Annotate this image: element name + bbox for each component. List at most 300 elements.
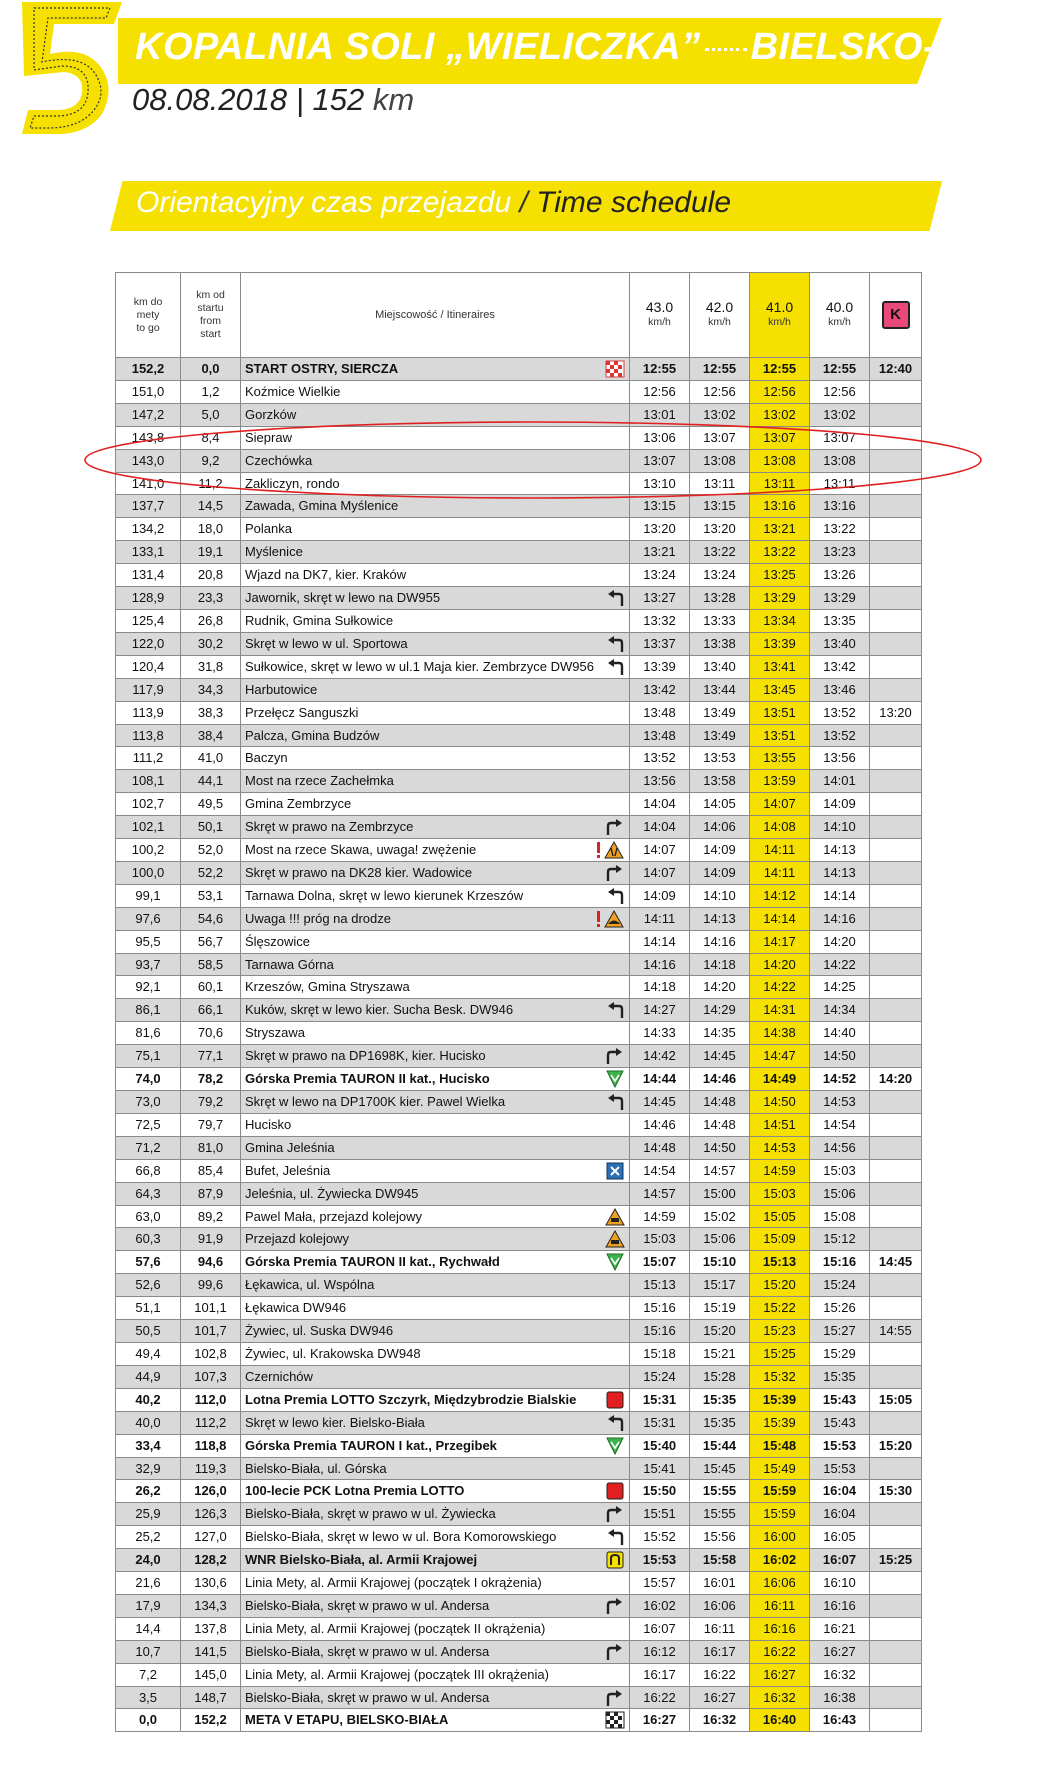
place-name: Bufet, Jeleśnia	[245, 1162, 331, 1178]
time-40-cell: 14:01	[810, 770, 870, 793]
table-row	[116, 1365, 922, 1388]
time-43-cell: 14:42	[630, 1045, 690, 1068]
time-42-cell: 13:02	[690, 403, 750, 426]
table-row	[116, 1503, 922, 1526]
km-from-start-cell: 99,6	[181, 1274, 241, 1297]
place-cell	[241, 1457, 630, 1480]
km-to-go-cell: 117,9	[116, 678, 181, 701]
km-from-start-cell: 78,2	[181, 1068, 241, 1091]
time-42-cell: 14:16	[690, 930, 750, 953]
time-43-cell: 12:56	[630, 380, 690, 403]
place-name: Bielsko-Biała, skręt w prawo w ul. Żywiecka	[245, 1506, 496, 1522]
time-41-cell: 15:05	[750, 1205, 810, 1228]
turn-right-icon	[605, 1597, 625, 1615]
km-to-go-cell: 32,9	[116, 1457, 181, 1480]
table-row	[116, 541, 922, 564]
time-41-cell: 14:49	[750, 1068, 810, 1091]
km-to-go-cell: 0,0	[116, 1709, 181, 1732]
place-cell	[241, 1388, 630, 1411]
place-cell	[241, 1182, 630, 1205]
table-row	[116, 884, 922, 907]
time-40-cell: 14:22	[810, 953, 870, 976]
place-cell	[241, 999, 630, 1022]
caravan-time-cell	[870, 930, 922, 953]
table-row	[116, 930, 922, 953]
caravan-time-cell: 14:20	[870, 1068, 922, 1091]
time-41-cell: 14:38	[750, 1022, 810, 1045]
time-42-cell: 13:33	[690, 609, 750, 632]
km-from-start-cell: 79,7	[181, 1113, 241, 1136]
km-to-go-cell: 137,7	[116, 495, 181, 518]
km-from-start-cell: 89,2	[181, 1205, 241, 1228]
km-to-go-cell: 17,9	[116, 1594, 181, 1617]
speed-unit: km/h	[708, 316, 731, 328]
mountain-prize-icon	[605, 1437, 625, 1455]
caravan-time-cell	[870, 1113, 922, 1136]
place-name: Koźmice Wielkie	[245, 383, 341, 399]
time-40-cell: 15:53	[810, 1434, 870, 1457]
caravan-time-cell	[870, 816, 922, 839]
table-row	[116, 1045, 922, 1068]
stage-date: 08.08.2018	[132, 82, 288, 117]
km-from-start-cell: 126,3	[181, 1503, 241, 1526]
km-to-go-cell: 108,1	[116, 770, 181, 793]
time-42-cell: 14:46	[690, 1068, 750, 1091]
time-42-cell: 14:48	[690, 1113, 750, 1136]
place-cell	[241, 1022, 630, 1045]
km-to-go-cell: 57,6	[116, 1251, 181, 1274]
finish-flag-icon	[605, 1711, 625, 1729]
stage-distance-unit: km	[372, 82, 415, 117]
time-43-cell: 15:57	[630, 1572, 690, 1595]
turn-right-icon	[605, 1689, 625, 1707]
km-from-start-cell: 8,4	[181, 426, 241, 449]
time-42-cell: 14:09	[690, 839, 750, 862]
place-name: Pawel Mała, przejazd kolejowy	[245, 1208, 423, 1224]
place-cell	[241, 587, 630, 610]
table-row	[116, 1526, 922, 1549]
table-row	[116, 358, 922, 381]
caravan-time-cell	[870, 999, 922, 1022]
time-41-cell: 14:07	[750, 793, 810, 816]
time-40-cell: 13:56	[810, 747, 870, 770]
km-to-go-cell: 113,8	[116, 724, 181, 747]
place-cell	[241, 1091, 630, 1114]
place-cell	[241, 1113, 630, 1136]
caravan-time-cell	[870, 1709, 922, 1732]
table-row	[116, 1663, 922, 1686]
header-km-to-go-line: to go	[136, 321, 160, 334]
caravan-time-cell	[870, 793, 922, 816]
time-40-cell: 15:16	[810, 1251, 870, 1274]
caravan-time-cell: 14:45	[870, 1251, 922, 1274]
place-cell	[241, 609, 630, 632]
time-40-cell: 14:25	[810, 976, 870, 999]
caravan-time-cell	[870, 380, 922, 403]
place-name: Czechówka	[245, 452, 313, 468]
schedule-title	[136, 186, 731, 220]
time-43-cell: 13:21	[630, 541, 690, 564]
km-to-go-cell: 49,4	[116, 1342, 181, 1365]
table-row	[116, 701, 922, 724]
km-to-go-cell: 74,0	[116, 1068, 181, 1091]
place-name: Uwaga !!! próg na drodze	[245, 910, 391, 926]
km-to-go-cell: 92,1	[116, 976, 181, 999]
time-41-cell: 15:25	[750, 1342, 810, 1365]
time-43-cell: 14:27	[630, 999, 690, 1022]
place-name: Bielsko-Biała, skręt w prawo w ul. Andersa	[245, 1597, 490, 1613]
table-row	[116, 1342, 922, 1365]
time-41-cell: 13:34	[750, 609, 810, 632]
time-40-cell: 15:08	[810, 1205, 870, 1228]
header-caravan	[870, 273, 922, 358]
time-42-cell: 15:10	[690, 1251, 750, 1274]
time-41-cell: 12:56	[750, 380, 810, 403]
place-cell	[241, 1205, 630, 1228]
time-40-cell: 15:26	[810, 1297, 870, 1320]
red-annotation-ellipse	[80, 418, 986, 502]
time-42-cell: 15:58	[690, 1549, 750, 1572]
km-from-start-cell: 134,3	[181, 1594, 241, 1617]
header-km-to-go-line: km do	[133, 295, 163, 308]
time-42-cell: 12:56	[690, 380, 750, 403]
time-43-cell: 13:37	[630, 632, 690, 655]
km-from-start-cell: 66,1	[181, 999, 241, 1022]
place-cell	[241, 1549, 630, 1572]
km-to-go-cell: 40,0	[116, 1411, 181, 1434]
place-name: Siepraw	[245, 429, 292, 445]
km-to-go-cell: 122,0	[116, 632, 181, 655]
time-43-cell: 13:42	[630, 678, 690, 701]
table-row	[116, 1457, 922, 1480]
km-to-go-cell: 25,9	[116, 1503, 181, 1526]
place-cell	[241, 380, 630, 403]
km-from-start-cell: 118,8	[181, 1434, 241, 1457]
table-row	[116, 976, 922, 999]
time-41-cell: 16:22	[750, 1640, 810, 1663]
table-row	[116, 1320, 922, 1343]
place-name: Sułkowice, skręt w lewo w ul.1 Maja kier. Zembrzyce DW956	[245, 658, 594, 674]
time-42-cell: 14:45	[690, 1045, 750, 1068]
time-42-cell: 15:21	[690, 1342, 750, 1365]
time-43-cell: 13:15	[630, 495, 690, 518]
time-40-cell: 13:52	[810, 701, 870, 724]
time-43-cell: 14:09	[630, 884, 690, 907]
place-name: Palcza, Gmina Budzów	[245, 727, 380, 743]
time-43-cell: 14:45	[630, 1091, 690, 1114]
km-to-go-cell: 147,2	[116, 403, 181, 426]
km-to-go-cell: 102,7	[116, 793, 181, 816]
caravan-time-cell	[870, 1091, 922, 1114]
place-name: Bielsko-Biała, skręt w prawo w ul. Andersa	[245, 1689, 490, 1705]
km-to-go-cell: 99,1	[116, 884, 181, 907]
km-from-start-cell: 107,3	[181, 1365, 241, 1388]
place-cell	[241, 724, 630, 747]
table-row	[116, 793, 922, 816]
km-to-go-cell: 25,2	[116, 1526, 181, 1549]
caravan-time-cell	[870, 1182, 922, 1205]
time-43-cell: 13:07	[630, 449, 690, 472]
time-42-cell: 15:06	[690, 1228, 750, 1251]
time-43-cell: 16:12	[630, 1640, 690, 1663]
caravan-time-cell	[870, 861, 922, 884]
speed-value: 43.0	[645, 299, 674, 315]
turn-left-icon	[605, 887, 625, 905]
km-from-start-cell: 101,7	[181, 1320, 241, 1343]
speed-unit: km/h	[648, 316, 671, 328]
table-row	[116, 518, 922, 541]
km-from-start-cell: 56,7	[181, 930, 241, 953]
time-40-cell: 16:21	[810, 1617, 870, 1640]
time-40-cell: 16:38	[810, 1686, 870, 1709]
km-to-go-cell: 7,2	[116, 1663, 181, 1686]
place-cell	[241, 1136, 630, 1159]
km-from-start-cell: 137,8	[181, 1617, 241, 1640]
time-43-cell: 14:04	[630, 816, 690, 839]
table-row	[116, 1182, 922, 1205]
time-42-cell: 14:13	[690, 907, 750, 930]
time-41-cell: 14:17	[750, 930, 810, 953]
stage-title-start: KOPALNIA SOLI „WIELICZKA”	[135, 26, 701, 68]
place-name: META V ETAPU, BIELSKO-BIAŁA	[245, 1712, 449, 1728]
table-row	[116, 1617, 922, 1640]
subtitle-separator: |	[295, 82, 304, 117]
warning-bump-icon	[595, 910, 625, 928]
stage-title	[135, 26, 1055, 69]
time-40-cell: 13:52	[810, 724, 870, 747]
place-cell	[241, 1274, 630, 1297]
table-row	[116, 861, 922, 884]
time-42-cell: 12:55	[690, 358, 750, 381]
km-from-start-cell: 5,0	[181, 403, 241, 426]
place-name: Zawada, Gmina Myślenice	[245, 498, 399, 514]
time-43-cell: 15:40	[630, 1434, 690, 1457]
time-41-cell: 15:23	[750, 1320, 810, 1343]
place-cell	[241, 816, 630, 839]
time-41-cell: 15:48	[750, 1434, 810, 1457]
time-41-cell: 16:06	[750, 1572, 810, 1595]
table-row	[116, 1159, 922, 1182]
table-row	[116, 1434, 922, 1457]
time-41-cell: 13:59	[750, 770, 810, 793]
time-41-cell: 14:51	[750, 1113, 810, 1136]
feed-zone-icon	[605, 1162, 625, 1180]
time-41-cell: 14:50	[750, 1091, 810, 1114]
table-row	[116, 747, 922, 770]
place-cell	[241, 770, 630, 793]
km-from-start-cell: 41,0	[181, 747, 241, 770]
place-name: Żywiec, ul. Suska DW946	[245, 1323, 394, 1339]
place-cell	[241, 1342, 630, 1365]
place-name: Kuków, skręt w lewo kier. Sucha Besk. DW946	[245, 1002, 514, 1018]
km-from-start-cell: 52,2	[181, 861, 241, 884]
km-to-go-cell: 3,5	[116, 1686, 181, 1709]
km-from-start-cell: 23,3	[181, 587, 241, 610]
caravan-time-cell	[870, 564, 922, 587]
table-row	[116, 1388, 922, 1411]
caravan-time-cell	[870, 839, 922, 862]
time-43-cell: 15:31	[630, 1411, 690, 1434]
km-from-start-cell: 30,2	[181, 632, 241, 655]
time-43-cell: 14:57	[630, 1182, 690, 1205]
place-cell	[241, 1251, 630, 1274]
km-to-go-cell: 66,8	[116, 1159, 181, 1182]
caravan-time-cell	[870, 953, 922, 976]
place-name: Wjazd na DK7, kier. Kraków	[245, 567, 407, 583]
place-name: Most na rzece Skawa, uwaga! zwężenie	[245, 842, 477, 858]
time-42-cell: 13:08	[690, 449, 750, 472]
time-43-cell: 13:56	[630, 770, 690, 793]
table-row	[116, 1709, 922, 1732]
time-40-cell: 14:56	[810, 1136, 870, 1159]
caravan-time-cell	[870, 1663, 922, 1686]
km-from-start-cell: 94,6	[181, 1251, 241, 1274]
place-name: Górska Premia TAURON II kat., Rychwałd	[245, 1254, 500, 1270]
caravan-time-cell	[870, 1411, 922, 1434]
caravan-time-cell	[870, 770, 922, 793]
time-41-cell: 13:02	[750, 403, 810, 426]
time-40-cell: 15:03	[810, 1159, 870, 1182]
caravan-time-cell	[870, 632, 922, 655]
time-43-cell: 15:13	[630, 1274, 690, 1297]
time-41-cell: 16:40	[750, 1709, 810, 1732]
time-40-cell: 13:23	[810, 541, 870, 564]
place-cell	[241, 1640, 630, 1663]
caravan-time-cell	[870, 1457, 922, 1480]
place-name: WNR Bielsko-Biała, al. Armii Krajowej	[245, 1552, 478, 1568]
time-40-cell: 15:43	[810, 1411, 870, 1434]
time-40-cell: 14:34	[810, 999, 870, 1022]
turn-left-icon	[605, 589, 625, 607]
km-from-start-cell: 18,0	[181, 518, 241, 541]
place-cell	[241, 1411, 630, 1434]
caravan-time-cell	[870, 518, 922, 541]
time-42-cell: 13:49	[690, 724, 750, 747]
place-name: Gmina Jeleśnia	[245, 1139, 335, 1155]
time-43-cell: 15:31	[630, 1388, 690, 1411]
place-name: Myślenice	[245, 544, 303, 560]
time-43-cell: 13:20	[630, 518, 690, 541]
km-to-go-cell: 71,2	[116, 1136, 181, 1159]
place-cell	[241, 907, 630, 930]
time-40-cell: 13:35	[810, 609, 870, 632]
time-42-cell: 13:15	[690, 495, 750, 518]
stage-distance: 152	[312, 82, 365, 117]
place-cell	[241, 1320, 630, 1343]
time-43-cell: 14:11	[630, 907, 690, 930]
place-name: Skręt w lewo na DP1700K kier. Pawel Wielka	[245, 1094, 506, 1109]
place-cell	[241, 1709, 630, 1732]
time-41-cell: 16:16	[750, 1617, 810, 1640]
caravan-time-cell: 15:30	[870, 1480, 922, 1503]
caravan-time-cell	[870, 1686, 922, 1709]
time-43-cell: 16:02	[630, 1594, 690, 1617]
header-km-from-start-line: startu	[197, 302, 224, 314]
place-name: Linia Mety, al. Armii Krajowej (początek II okrążenia)	[245, 1620, 546, 1636]
time-40-cell: 16:05	[810, 1526, 870, 1549]
table-row	[116, 1480, 922, 1503]
place-name: Krzeszów, Gmina Stryszawa	[245, 979, 410, 995]
caravan-time-cell	[870, 1503, 922, 1526]
km-to-go-cell: 64,3	[116, 1182, 181, 1205]
table-body	[116, 358, 922, 1732]
time-42-cell: 14:48	[690, 1091, 750, 1114]
time-40-cell: 12:55	[810, 358, 870, 381]
time-41-cell: 13:16	[750, 495, 810, 518]
time-40-cell: 13:26	[810, 564, 870, 587]
time-41-cell: 13:51	[750, 724, 810, 747]
time-43-cell: 12:55	[630, 358, 690, 381]
time-41-cell: 14:08	[750, 816, 810, 839]
time-43-cell: 15:18	[630, 1342, 690, 1365]
km-from-start-cell: 31,8	[181, 655, 241, 678]
time-43-cell: 13:48	[630, 701, 690, 724]
caravan-time-cell	[870, 1022, 922, 1045]
table-row	[116, 1228, 922, 1251]
time-41-cell: 13:55	[750, 747, 810, 770]
place-cell	[241, 976, 630, 999]
place-name: Jeleśnia, ul. Żywiecka DW945	[245, 1185, 419, 1201]
time-41-cell: 13:45	[750, 678, 810, 701]
km-to-go-cell: 51,1	[116, 1297, 181, 1320]
place-cell	[241, 861, 630, 884]
place-name: Stryszawa	[245, 1025, 305, 1041]
caravan-time-cell	[870, 907, 922, 930]
km-to-go-cell: 86,1	[116, 999, 181, 1022]
km-from-start-cell: 49,5	[181, 793, 241, 816]
caravan-time-cell	[870, 655, 922, 678]
time-40-cell: 14:53	[810, 1091, 870, 1114]
stage-subtitle	[132, 82, 414, 118]
time-42-cell: 13:07	[690, 426, 750, 449]
table-row	[116, 907, 922, 930]
time-43-cell: 16:07	[630, 1617, 690, 1640]
km-from-start-cell: 81,0	[181, 1136, 241, 1159]
km-to-go-cell: 125,4	[116, 609, 181, 632]
table-row	[116, 770, 922, 793]
speed-value: 40.0	[825, 299, 854, 315]
time-42-cell: 13:40	[690, 655, 750, 678]
place-cell	[241, 1365, 630, 1388]
km-from-start-cell: 44,1	[181, 770, 241, 793]
time-40-cell: 14:13	[810, 861, 870, 884]
time-42-cell: 13:28	[690, 587, 750, 610]
time-43-cell: 14:18	[630, 976, 690, 999]
place-cell	[241, 953, 630, 976]
time-43-cell: 14:07	[630, 861, 690, 884]
place-name: Ślęszowice	[245, 933, 311, 949]
sprint-prize-icon	[605, 1482, 625, 1500]
km-to-go-cell: 113,9	[116, 701, 181, 724]
time-43-cell: 13:24	[630, 564, 690, 587]
time-43-cell: 14:59	[630, 1205, 690, 1228]
km-to-go-cell: 72,5	[116, 1113, 181, 1136]
time-41-cell: 13:51	[750, 701, 810, 724]
place-cell	[241, 1045, 630, 1068]
place-cell	[241, 1503, 630, 1526]
km-to-go-cell: 75,1	[116, 1045, 181, 1068]
time-41-cell: 16:11	[750, 1594, 810, 1617]
km-from-start-cell: 20,8	[181, 564, 241, 587]
time-42-cell: 13:24	[690, 564, 750, 587]
km-to-go-cell: 133,1	[116, 541, 181, 564]
table-row	[116, 839, 922, 862]
place-cell	[241, 1526, 630, 1549]
km-to-go-cell: 131,4	[116, 564, 181, 587]
km-from-start-cell: 112,2	[181, 1411, 241, 1434]
time-42-cell: 13:20	[690, 518, 750, 541]
time-43-cell: 15:51	[630, 1503, 690, 1526]
